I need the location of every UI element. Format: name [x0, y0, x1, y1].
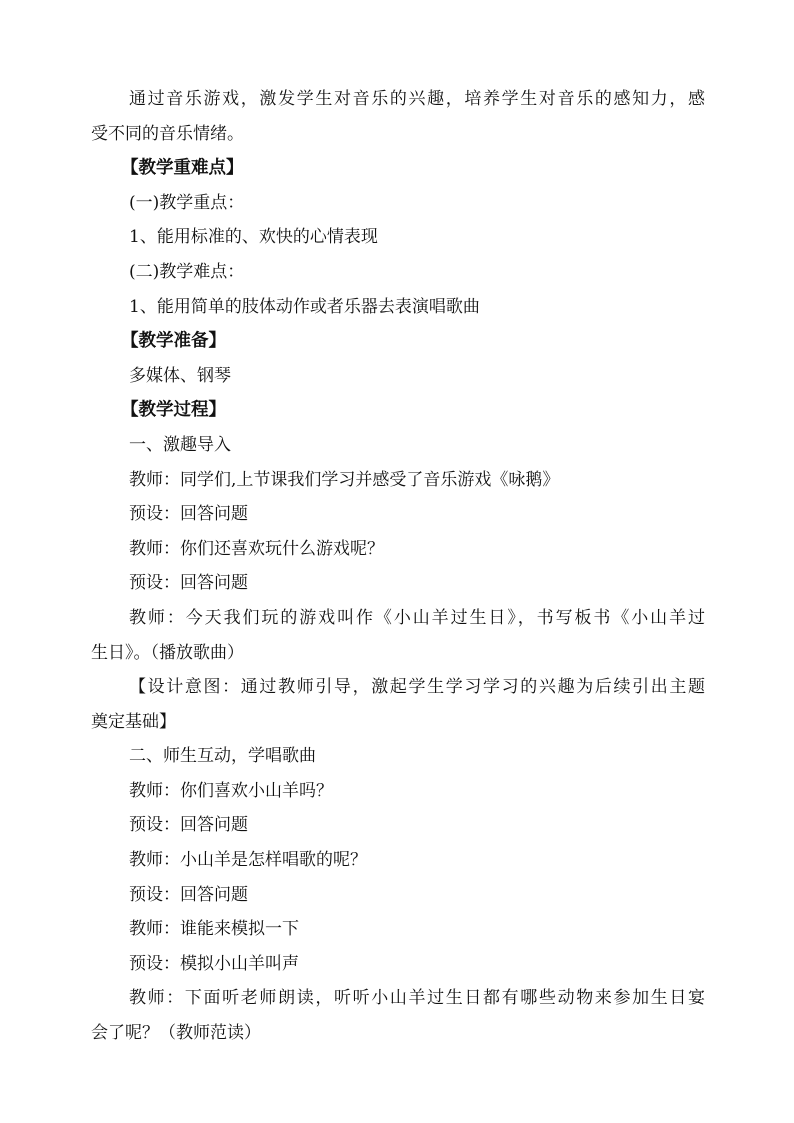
paragraph-line: 教师：你们喜欢小山羊吗？ — [129, 780, 333, 801]
paragraph-line: 预设：回答问题 — [129, 884, 248, 905]
paragraph-line: 教师：谁能来模拟一下 — [129, 919, 299, 940]
paragraph-line: (二)教学难点： — [129, 261, 245, 282]
paragraph-line: (一)教学重点： — [129, 192, 245, 213]
section-heading: 【教学过程】 — [121, 400, 226, 421]
paragraph-line: 预设：回答问题 — [129, 815, 248, 836]
paragraph-line: 奠定基础】 — [91, 711, 176, 732]
paragraph-line: 二、师生互动，学唱歌曲 — [129, 746, 316, 767]
paragraph-line: 预设：回答问题 — [129, 573, 248, 594]
document-page — [91, 82, 705, 1051]
paragraph-line: 教师：下面听老师朗读，听听小山羊过生日都有哪些动物来参加生日宴 — [129, 988, 705, 1009]
paragraph-line: 1、能用标准的、欢快的心情表现 — [129, 227, 378, 248]
paragraph-line: 一、激趣导入 — [129, 434, 231, 455]
paragraph-line: 教师：小山羊是怎样唱歌的呢？ — [129, 850, 367, 871]
paragraph-line: 多媒体、钢琴 — [129, 365, 231, 386]
paragraph-line: 通过音乐游戏，激发学生对音乐的兴趣，培养学生对音乐的感知力，感 — [129, 89, 705, 109]
paragraph-line: 预设：模拟小山羊叫声 — [129, 953, 299, 974]
paragraph-line: 1、能用简单的肢体动作或者乐器去表演唱歌曲 — [129, 296, 480, 317]
paragraph-line: 会了呢？（教师范读） — [91, 1023, 261, 1044]
paragraph-line: 受不同的音乐情绪。 — [91, 123, 244, 144]
paragraph-line: 生日》。（播放歌曲） — [91, 642, 244, 663]
paragraph-line: 【设计意图：通过教师引导，激起学生学习学习的兴趣为后续引出主题 — [129, 677, 705, 698]
paragraph-line: 教师：同学们,上节课我们学习并感受了音乐游戏《咏鹅》 — [129, 469, 560, 490]
paragraph-line: 教师：你们还喜欢玩什么游戏呢？ — [129, 538, 384, 559]
paragraph-line: 预设：回答问题 — [129, 504, 248, 525]
paragraph-line: 教师：今天我们玩的游戏叫作《小山羊过生日》，书写板书《小山羊过 — [129, 607, 705, 628]
section-heading: 【教学准备】 — [121, 331, 226, 352]
section-heading: 【教学重难点】 — [121, 158, 244, 179]
